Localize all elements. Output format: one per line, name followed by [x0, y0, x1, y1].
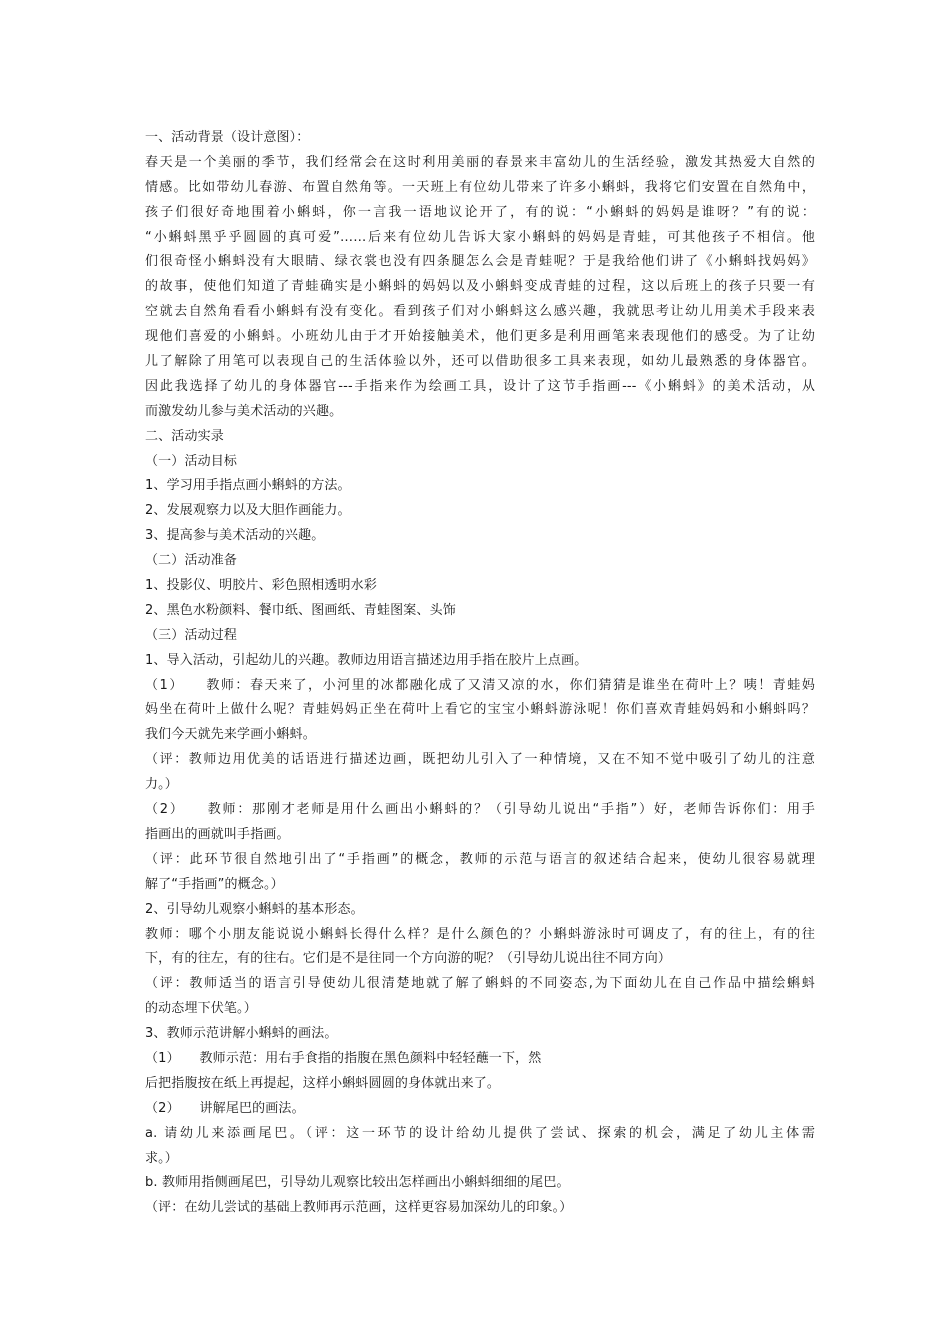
text-line: （2） 教师：那刚才老师是用什么画出小蝌蚪的？（引导幼儿说出“手指”）好，老师告诉你们：用手	[145, 802, 815, 818]
text-line: 我们今天就先来学画小蝌蚪。	[145, 727, 316, 743]
text-line: 下，有的往左，有的往右。它们是不是往同一个方向游的呢？（引导幼儿说出往不同方向）	[145, 951, 672, 967]
text-line: （2） 讲解尾巴的画法。	[145, 1100, 305, 1116]
text-line: 2、黑色水粉颜料、餐巾纸、图画纸、青蛙图案、头饰	[145, 602, 456, 618]
text-line: 现他们喜爱的小蝌蚪。小班幼儿由于才开始接触美术，他们更多是利用画笔来表现他们的感受。为了让幼	[145, 329, 815, 345]
text-line: 春天是一个美丽的季节，我们经常会在这时利用美丽的春景来丰富幼儿的生活经验，激发其热爱大自然的	[145, 154, 815, 170]
text-line: “小蝌蚪黑乎乎圆圆的真可爱”……后来有位幼儿告诉大家小蝌蚪的妈妈是青蛙，可其他孩子不相信。他	[145, 229, 815, 245]
text-line: 的故事，使他们知道了青蛙确实是小蝌蚪的妈妈以及小蝌蚪变成青蛙的过程，这以后班上的孩子只要一有	[145, 279, 815, 295]
text-line: 求。）	[145, 1150, 178, 1166]
text-line: 二、活动实录	[145, 428, 224, 444]
text-line: （评：此环节很自然地引出了“手指画”的概念，教师的示范与语言的叙述结合起来，使幼儿很容易就理	[145, 851, 815, 867]
text-line: 因此我选择了幼儿的身体器官---手指来作为绘画工具，设计了这节手指画---《小蝌蚪》的美术活动，从	[145, 378, 815, 394]
text-line: 2、引导幼儿观察小蝌蚪的基本形态。	[145, 901, 364, 917]
text-line: a. 请幼儿来添画尾巴。（评：这一环节的设计给幼儿提供了尝试、探索的机会，满足了幼儿主体需	[145, 1125, 815, 1141]
text-line: （1） 教师：春天来了，小河里的冰都融化成了又清又凉的水，你们猜猜是谁坐在荷叶上？咦！青蛙妈	[145, 677, 815, 693]
text-line: 妈坐在荷叶上做什么呢？青蛙妈妈正坐在荷叶上看它的宝宝小蝌蚪游泳呢！你们喜欢青蛙妈妈和小蝌蚪吗？	[145, 702, 815, 718]
text-line: 3、提高参与美术活动的兴趣。	[145, 528, 325, 544]
text-line: 解了“手指画”的概念。）	[145, 876, 284, 892]
text-line: 3、教师示范讲解小蝌蚪的画法。	[145, 1026, 338, 1042]
text-line: 们很奇怪小蝌蚪没有大眼睛、绿衣裳也没有四条腿怎么会是青蛙呢？于是我给他们讲了《小蝌蚪找妈妈》	[145, 254, 815, 270]
text-line: 而激发幼儿参与美术活动的兴趣。	[145, 403, 343, 419]
text-line: 儿了解除了用笔可以表现自己的生活体验以外，还可以借助很多工具来表现，如幼儿最熟悉的身体器官。	[145, 354, 815, 370]
document-body	[145, 126, 815, 1221]
text-line: （评：教师适当的语言引导使幼儿很清楚地就了解了蝌蚪的不同姿态,为下面幼儿在自己作品中描绘蝌蚪	[145, 976, 815, 992]
text-line: （1） 教师示范：用右手食指的指腹在黑色颜料中轻轻蘸一下，然	[145, 1050, 542, 1066]
text-line: 2、发展观察力以及大胆作画能力。	[145, 503, 351, 519]
text-line: （三）活动过程	[145, 627, 238, 643]
text-line: 孩子们很好奇地围着小蝌蚪，你一言我一语地议论开了，有的说：“小蝌蚪的妈妈是谁呀？”有的说：	[145, 204, 815, 220]
text-line: 的动态埋下伏笔。）	[145, 1001, 257, 1017]
text-line: 1、学习用手指点画小蝌蚪的方法。	[145, 478, 351, 494]
text-line: 情感。比如带幼儿春游、布置自然角等。一天班上有位幼儿带来了许多小蝌蚪，我将它们安置在自然角中，	[145, 179, 815, 195]
text-line: b. 教师用指侧画尾巴，引导幼儿观察比较出怎样画出小蝌蚪细细的尾巴。	[145, 1175, 570, 1191]
text-line: 空就去自然角看看小蝌蚪有没有变化。看到孩子们对小蝌蚪这么感兴趣，我就思考让幼儿用美术手段来表	[145, 304, 815, 320]
text-line: （一）活动目标	[145, 453, 238, 469]
text-line: 力。）	[145, 777, 178, 793]
text-line: （评：在幼儿尝试的基础上教师再示范画，这样更容易加深幼儿的印象。）	[145, 1200, 573, 1216]
text-line: 后把指腹按在纸上再提起，这样小蝌蚪圆圆的身体就出来了。	[145, 1075, 501, 1091]
text-line: 教师：哪个小朋友能说说小蝌蚪长得什么样？是什么颜色的？小蝌蚪游泳时可调皮了，有的往上，有的往	[145, 926, 815, 942]
text-line: 1、导入活动，引起幼儿的兴趣。教师边用语言描述边用手指在胶片上点画。	[145, 652, 588, 668]
text-line: （评：教师边用优美的话语进行描述边画，既把幼儿引入了一种情境，又在不知不觉中吸引了幼儿的注意	[145, 752, 815, 768]
text-line: 一、活动背景（设计意图）：	[145, 130, 310, 145]
text-line: 1、投影仪、明胶片、彩色照相透明水彩	[145, 578, 377, 594]
text-line: （二）活动准备	[145, 553, 238, 569]
text-line: 指画出的画就叫手指画。	[145, 826, 290, 842]
